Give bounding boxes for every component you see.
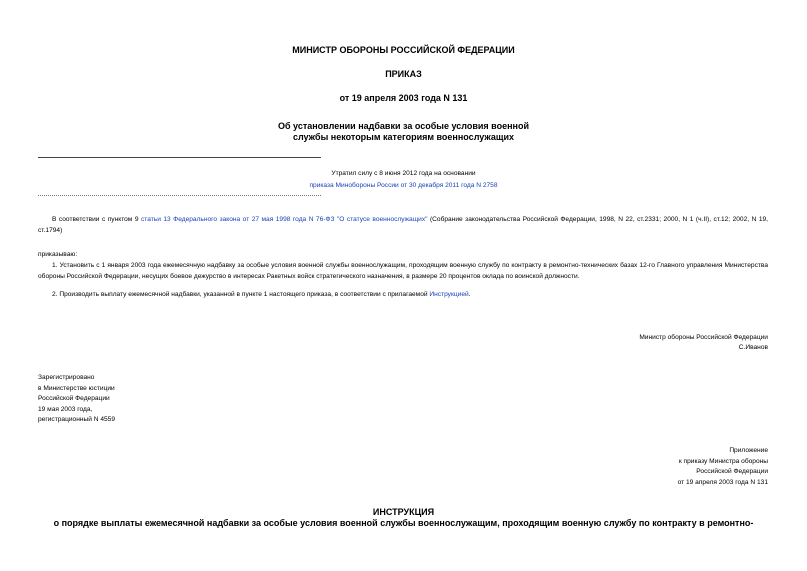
appendix-line-2: к приказу Министра обороны <box>678 457 768 465</box>
registration-line-4: 19 мая 2003 года, <box>38 405 93 413</box>
instruction-link[interactable]: Инструкцией <box>429 291 469 298</box>
federal-law-link[interactable]: статьи 13 Федерального закона от 27 мая 1998 года N 76-ФЗ "О статусе военнослужащих" <box>140 216 428 223</box>
appendix-line-4: от 19 апреля 2003 года N 131 <box>677 478 768 486</box>
preamble-paragraph <box>38 215 768 236</box>
registration-block <box>38 373 115 426</box>
separator-bottom <box>38 195 321 196</box>
instruction-subtitle: о порядке выплаты ежемесячной надбавки за особые условия военной службы военнослужащим, проходящим военную службу по контракту в ремонтно- <box>53 518 754 528</box>
instruction-title: ИНСТРУКЦИЯ <box>372 507 435 517</box>
signature-name: С.Иванов <box>738 344 768 351</box>
appendix-block <box>468 446 768 488</box>
preamble-text-end: (Собрание законодательства Российской Федерации, 1998, N 22, ст.2331; 2000, N 1 (ч.II), ст.12; 2002, N 19, ст.1794) <box>38 216 768 234</box>
registration-line-3: Российской Федерации <box>38 395 110 403</box>
separator-top <box>38 157 321 158</box>
order-item-2 <box>38 290 768 301</box>
registration-line-5: регистрационный N 4559 <box>38 416 116 424</box>
appendix-line-1: Приложение <box>729 447 768 454</box>
registration-line-2: в Министерстве юстиции <box>38 384 115 392</box>
preamble-text-start: В соответствии с пунктом 9 <box>52 216 141 223</box>
document-date: от 19 апреля 2003 года N 131 <box>339 93 468 103</box>
appendix-line-3: Российской Федерации <box>696 468 768 476</box>
ministry-heading: МИНИСТР ОБОРОНЫ РОССИЙСКОЙ ФЕДЕРАЦИИ <box>292 45 515 55</box>
repeal-order-link[interactable]: приказа Минобороны России от 30 декабря 2011 года N 2758 <box>309 182 498 189</box>
document-type: ПРИКАЗ <box>385 69 422 79</box>
item2-text-start: 2. Производить выплату ежемесячной надбавки, указанной в пункте 1 настоящего приказа, в соответствии с прилагаемой <box>52 291 430 298</box>
registration-line-1: Зарегистрировано <box>38 374 95 381</box>
document-title-line1: Об установлении надбавки за особые условия военной <box>277 121 529 131</box>
order-word: приказываю: <box>38 251 78 258</box>
signature-position: Министр обороны Российской Федерации <box>639 334 768 341</box>
order-item-1: 1. Установить с 1 января 2003 года ежемесячную надбавку за особые условия военной службы военнослужащим, проходящим военную службу по контракту в ремонтно-технических базах 12-го Главного управления Министерства обороны Российской Федерации, несущих боевое дежурство в интересах Ракетных войск стратегического назначения, в размере 20 процентов оклада по воинской должности. <box>38 262 768 280</box>
item2-text-end: . <box>468 291 471 298</box>
status-note: Утратил силу с 8 июня 2012 года на основании <box>331 170 476 177</box>
document-title-line2: службы некоторым категориям военнослужащих <box>292 132 515 142</box>
